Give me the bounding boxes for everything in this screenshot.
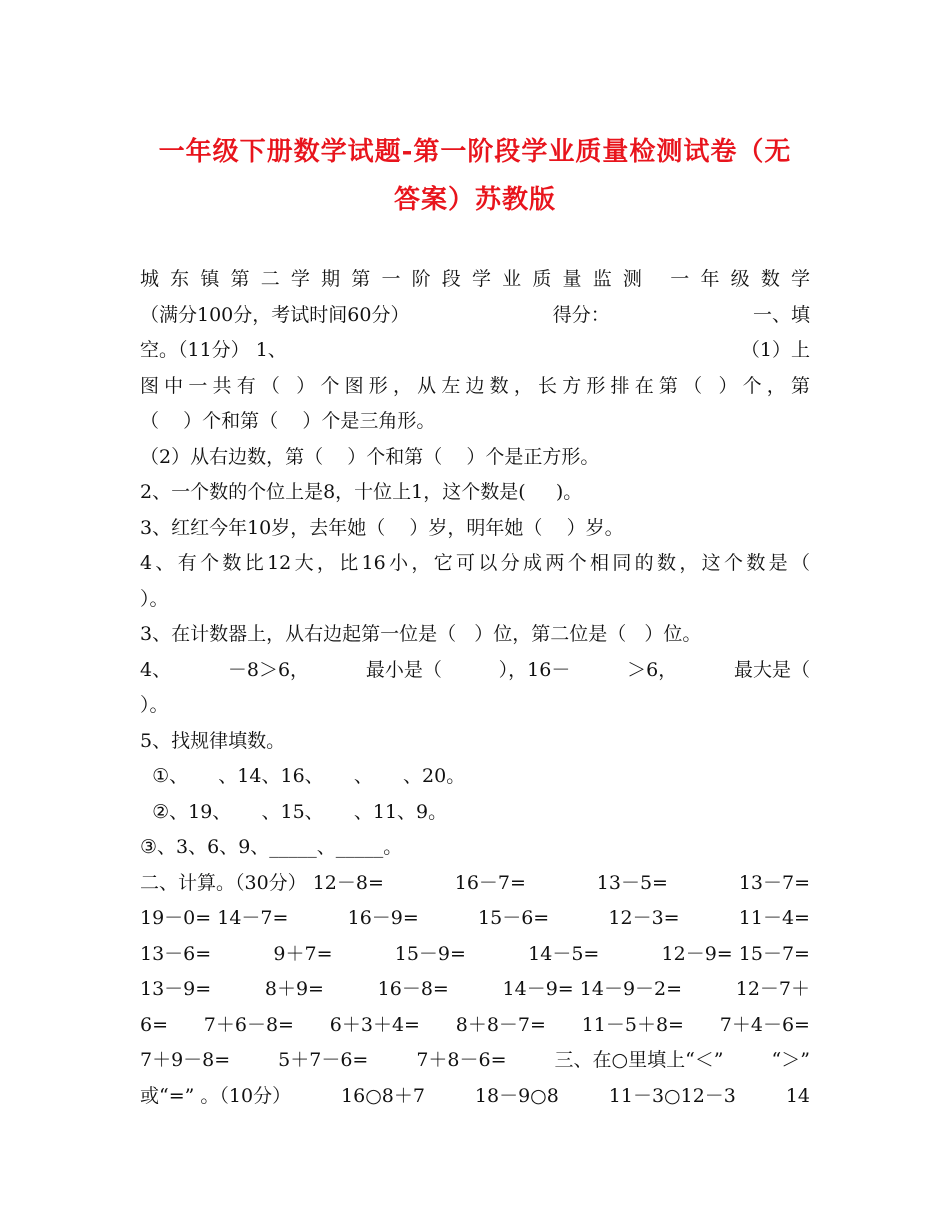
q4-part: 最大是（ (733, 658, 810, 681)
calc-item: 二、计算。（30分） 12－8= (140, 871, 384, 894)
question-4-inequality-end: ）。 (140, 694, 169, 716)
calc-row-4 (140, 972, 810, 1008)
calc-item: 14－9= 14－9－2= (502, 978, 683, 1000)
section-1-title-end: 空。（11分） 1、 (140, 339, 287, 361)
question-4-end: ）。 (140, 587, 169, 610)
title-line-2: 答案）苏教版 (393, 185, 556, 215)
compare-item: 16○8＋7 (341, 1084, 425, 1107)
q4-part: 最小是（ (365, 658, 442, 681)
question-1-part-1-text-end: （ ）个和第（ ）个是三角形。 (140, 410, 436, 432)
question-5-sequence-1: ①、 、14、16、 、 、20。 (140, 765, 466, 787)
section-3-title-end: 或“=” 。（10分） (140, 1084, 292, 1107)
calc-item: 15－6= (478, 907, 550, 929)
calc-item: 19－0= 14－7= (140, 907, 289, 929)
calc-item: 12－3= (608, 907, 680, 929)
calc-item: 15－9= (394, 942, 466, 965)
calc-item: 8＋8－7= (455, 1013, 546, 1036)
question-5-sequence-2: ②、19、 、15、 、11、9。 (140, 800, 448, 823)
q4-part: ），16－ (498, 658, 571, 681)
title-line-1: 一年级下册数学试题-第一阶段学业质量检测试卷（无 (158, 137, 792, 167)
question-1-part-1-text: 图中一共有（ ）个图形，从左边数，长方形排在第（ ）个，第 (140, 374, 810, 397)
calc-item: 16－8= (377, 978, 449, 1000)
q4-part: 4、 (140, 658, 172, 681)
compare-item: 11－3○12－3 (608, 1084, 736, 1107)
compare-row-1 (140, 1079, 810, 1115)
question-1-part-2: （2）从右边数，第（ ）个和第（ ）个是正方形。 (140, 445, 600, 468)
calc-item: 13－5= (596, 871, 668, 894)
score-info: （满分100分，考试时间60分） (140, 303, 410, 326)
section-1-title-start: 一、填 (752, 303, 810, 326)
calc-item: 13－6= (140, 942, 212, 965)
calc-item: 7＋6－8= (203, 1013, 294, 1036)
q4-part: －8＞6， (227, 658, 310, 681)
calc-item: 11－4= (738, 907, 810, 929)
calc-item: 5＋7－6= (278, 1049, 369, 1071)
document-title (140, 128, 810, 224)
calc-item: 6＋3＋4= (329, 1013, 420, 1036)
calc-item: 13－9= (140, 978, 212, 1000)
question-1-line (140, 333, 810, 369)
question-3: 3、红红今年10岁，去年她（ ）岁，明年她（ ）岁。 (140, 516, 624, 539)
calc-row-1 (140, 866, 810, 902)
question-3-counter: 3、在计数器上，从右边起第一位是（ ）位，第二位是（ ）位。 (140, 623, 702, 645)
section-3-title-symbol: “＞” (771, 1049, 810, 1071)
question-4: 4、有个数比12大，比16小，它可以分成两个相同的数，这个数是（ (140, 552, 810, 574)
exam-header-line: 城东镇第二学期第一阶段学业质量监测 一年级数学 (140, 268, 810, 290)
calc-item: 9＋7= (273, 942, 333, 965)
q4-part: ＞6， (627, 658, 678, 681)
question-2: 2、一个数的个位上是8，十位上1，这个数是( )。 (140, 481, 583, 503)
calc-item: 14－5= (528, 942, 600, 965)
document-body (140, 262, 810, 1114)
question-5: 5、找规律填数。 (140, 729, 286, 752)
calc-row-2 (140, 901, 810, 937)
compare-item: 18－9○8 (474, 1084, 559, 1107)
calc-item: 7＋8－6= (416, 1049, 507, 1071)
calc-item: 7＋4－6= (719, 1013, 810, 1036)
calc-item: 6= (140, 1013, 169, 1036)
question-1-part-1-start: （1）上 (740, 339, 810, 361)
calc-item: 16－9= (347, 907, 419, 929)
calc-row-6 (140, 1043, 810, 1079)
exam-info-line (140, 298, 810, 334)
calc-item: 7＋9－8= (140, 1049, 231, 1071)
calc-row-3 (140, 937, 810, 973)
calc-item: 12－7＋ (735, 978, 810, 1000)
calc-row-5 (140, 1008, 810, 1044)
calc-item: 13－7= (738, 871, 810, 894)
score-label: 得分： (552, 303, 610, 326)
calc-item: 8＋9= (264, 978, 324, 1000)
section-3-title-start: 三、在○里填上“＜” (554, 1049, 724, 1071)
calc-item: 11－5＋8= (581, 1013, 684, 1036)
question-4-inequality (140, 653, 810, 689)
compare-item: 14 (785, 1084, 810, 1107)
calc-item: 16－7= (454, 871, 526, 894)
calc-item: 12－9= 15－7= (661, 942, 810, 965)
question-5-sequence-3: ③、3、6、9、_____、_____。 (140, 836, 403, 858)
